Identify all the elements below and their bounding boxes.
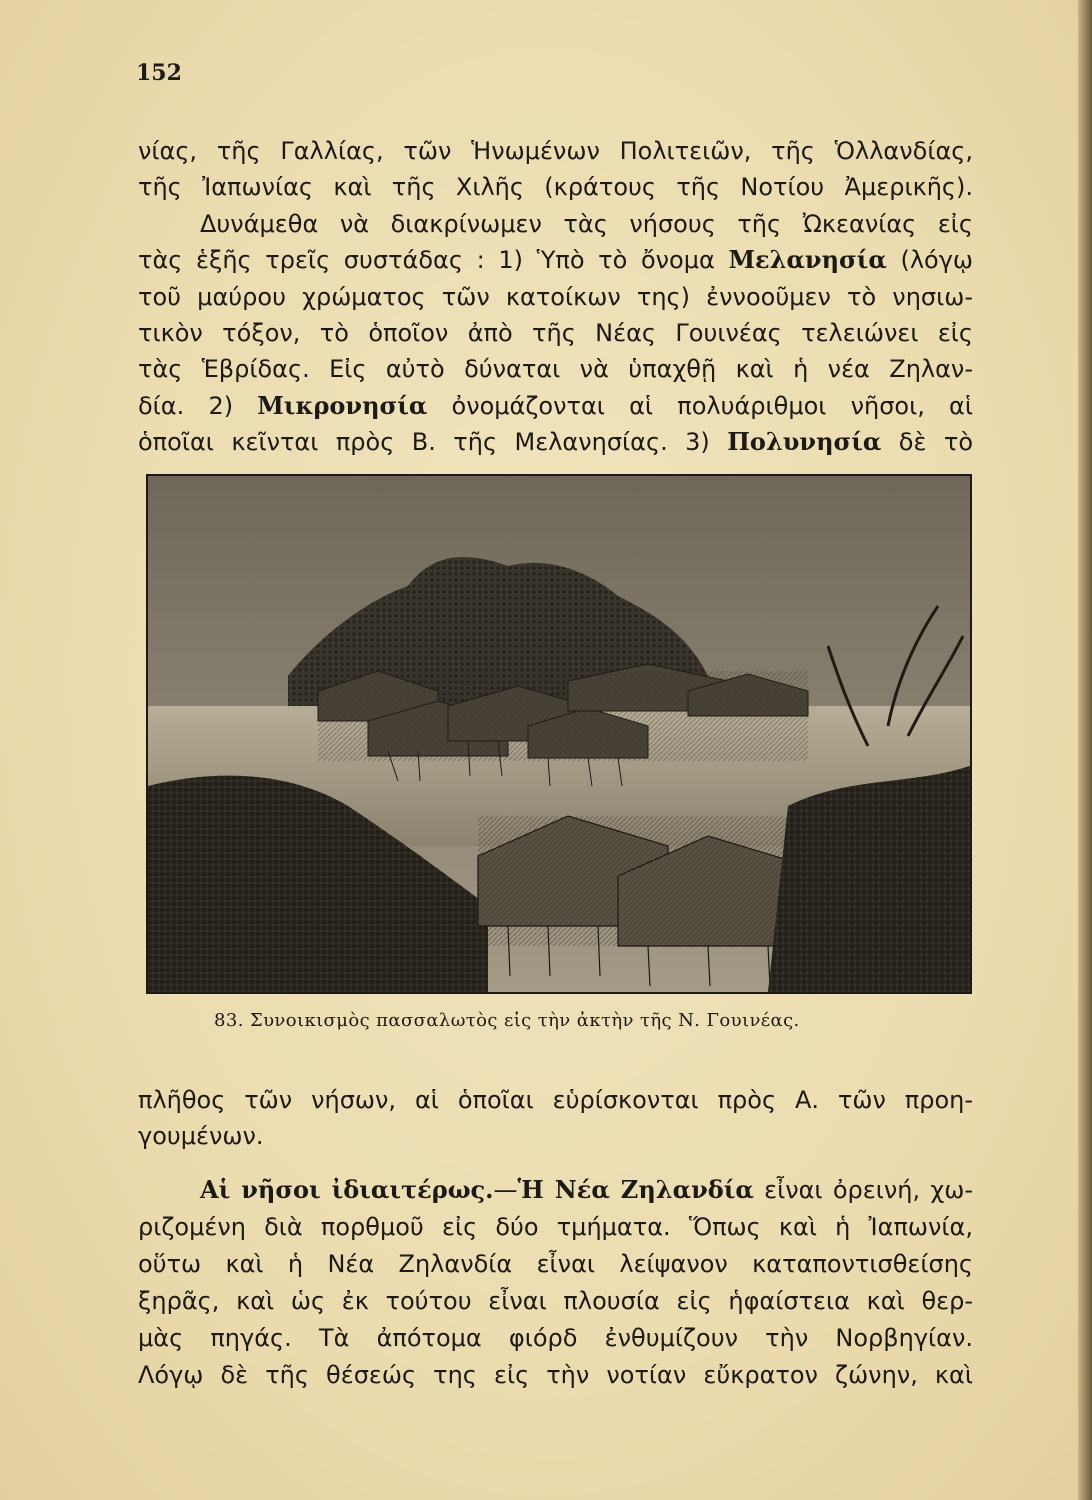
text-line: ριζομένη διὰ πορθμοῦ εἰς δύο τμήματα. Ὅπως καὶ ἡ Ἰαπωνία, <box>138 1213 973 1241</box>
paragraph-islands-particularly <box>138 1172 973 1394</box>
text-line: τῆς Ἰαπωνίας καὶ τῆς Χιλῆς (κράτους τῆς Νοτίου Ἀμερικῆς). <box>138 173 973 202</box>
text-line: τὰς ἑξῆς τρεῖς συστάδας : 1) Ὑπὸ τὸ ὄνομα Μελανησία (λόγῳ <box>138 245 974 275</box>
text-line: τικὸν τόξον, τὸ ὁποῖον ἀπὸ τῆς Νέας Γουινέας τελειώνει εἰς <box>138 318 973 347</box>
text-line: τὰς Ἑβρίδας. Εἰς αὐτὸ δύναται νὰ ὑπαχθῇ καὶ ἡ νέα Ζηλαν- <box>138 355 973 384</box>
text-line: δία. 2) Μικρονησία ὀνομάζονται αἱ πολυάριθμοι νῆσοι, αἱ <box>138 390 974 420</box>
text-line: νίας, τῆς Γαλλίας, τῶν Ἡνωμένων Πολιτειῶν, τῆς Ὁλλανδίας, <box>138 137 973 165</box>
term-melanesia: Μελανησία <box>728 245 887 275</box>
photo-stilt-village <box>146 474 972 994</box>
text-line: ξηρᾶς, καὶ ὡς ἐκ τούτου εἶναι πλουσία εἰς ἡφαίστεια καὶ θερ- <box>138 1287 973 1315</box>
figure-caption: 83. Συνοικισμὸς πασσαλωτὸς εἰς τὴν ἀκτὴν τῆς Ν. Γουινέας. <box>214 1010 800 1031</box>
text-line: πλῆθος τῶν νήσων, αἱ ὁποῖαι εὑρίσκονται πρὸς Α. τῶν προη- <box>138 1086 973 1114</box>
page-number: 152 <box>136 60 182 86</box>
term-polynesia: Πολυνησία <box>727 427 882 457</box>
stilt-village-illustration <box>148 476 970 992</box>
book-spine-shadow <box>1078 0 1092 1500</box>
text-line: γουμένων. <box>138 1122 264 1151</box>
text-line: Αἱ νῆσοι ἰδιαιτέρως.—Ἡ Νέα Ζηλανδία εἶναι ὀρεινή, χω- <box>200 1175 973 1204</box>
paragraph-polynesia-continued <box>138 1082 973 1155</box>
text-line: μὰς πηγάς. Τὰ ἀπότομα φιόρδ ἐνθυμίζουν τὴν Νορβηγίαν. <box>138 1324 973 1352</box>
term-new-zealand: Ἡ Νέα Ζηλανδία <box>517 1175 754 1204</box>
text-line: Λόγῳ δὲ τῆς θέσεώς της εἰς τὴν νοτίαν εὔκρατον ζώνην, καὶ <box>138 1361 973 1389</box>
text-line: ὁποῖαι κεῖνται πρὸς Β. τῆς Μελανησίας. 3) Πολυνησία δὲ τὸ <box>138 427 974 457</box>
paragraph-oceania-groups <box>138 133 973 461</box>
section-heading: Αἱ νῆσοι ἰδιαιτέρως. <box>200 1175 494 1204</box>
text-line: Δυνάμεθα νὰ διακρίνωμεν τὰς νήσους τῆς Ὠκεανίας εἰς <box>200 209 973 238</box>
text-line: οὕτω καὶ ἡ Νέα Ζηλανδία εἶναι λείψανον καταποντισθείσης <box>138 1250 973 1278</box>
text-line: τοῦ μαύρου χρώματος τῶν κατοίκων της) ἐννοοῦμεν τὸ νησιω- <box>138 282 973 311</box>
term-micronesia: Μικρονησία <box>257 390 428 420</box>
